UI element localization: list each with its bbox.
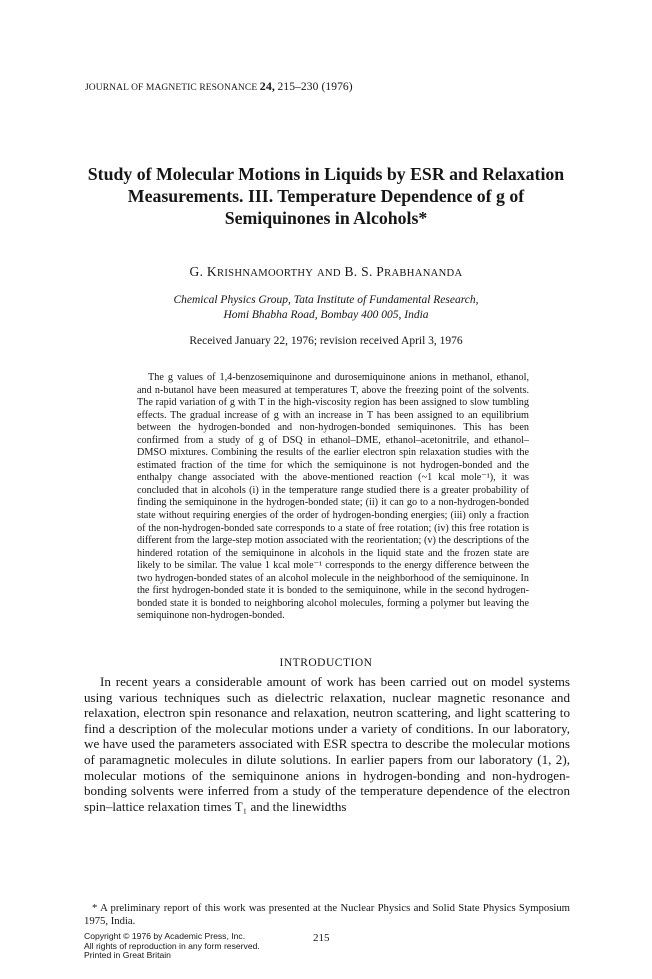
copyright-line-3: Printed in Great Britain (84, 950, 171, 960)
abstract (137, 372, 529, 623)
introduction-body (84, 674, 570, 814)
copyright-line-1: Copyright © 1976 by Academic Press, Inc. (84, 931, 246, 941)
affiliation (40, 293, 612, 322)
journal-volume: 24, (259, 79, 276, 93)
authors (40, 264, 612, 280)
section-heading-introduction: INTRODUCTION (279, 657, 373, 669)
abstract-text: The g values of 1,4-benzosemiquinone and durosemiquinone anions in methanol, ethanol, and n-butanol have been measured at temperatures T, above the freezing point of the solvents. The rapid variation of g with T in the high-viscosity region has been assigned to slow tumbling effects. The gradual increase of g with an increase in T has been assigned to an equilibrium between the hydrogen-bonded and non-hydrogen-bonded semiquinones. This has been confirmed from a study of g of DSQ in ethanol–DME, ethanol–acetonitrile, and ethanol–DMSO mixtures. Combining the results of the earlier electron spin relaxation studies with the estimated fraction of the time for which the semiquinone is not hydrogen-bonded and the enthalpy change associated with the above-mentioned reaction (~1 kcal mole⁻¹), it was concluded that in alcohols (i) in the temperature range studied there is a greater probability of finding the semiquinone in the hydrogen-bonded state; (ii) it can go to a non-hydrogen-bonded state without requiring energies of the order of hydrogen-bonding energies; (iii) only a fraction of the non-hydrogen-bonded sate corresponds to a state of free rotation; (iv) this free rotation is different from the large-step motion associated with the reorientation; (v) the descriptions of the hindered rotation of the semiquinone in alcohols in the liquid state and the frozen state are likely to be similar. The value 1 kcal mole⁻¹ corresponds to the energy difference between the two hydrogen-bonded states of an alcohol molecule in the neighborhood of the semiquinone. In the first hydrogen-bonded state it is bonded to the semiquinone, while in the second hydrogen-bonded state it is bonded to neighboring alcohol molecules, forming a polymer but leaving the semiquinone non-hydrogen-bonded. (137, 372, 529, 622)
journal-pages-year: 215–230 (1976) (277, 81, 353, 93)
authors-and: AND (316, 268, 341, 279)
footnote (84, 902, 570, 928)
journal-name: JOURNAL OF MAGNETIC RESONANCE (85, 83, 258, 93)
introduction-paragraph: In recent years a considerable amount of work has been carried out on model systems using various techniques such as dielectric relaxation, nuclear magnetic resonance and relaxation, electron spin resonance and relaxation, neutron scattering, and light scattering to find a description of the molecular motions under a variety of conditions. In our laboratory, we have used the parameters associated with ESR spectra to describe the molecular motions of paramagnetic molecules in dilute solutions. In earlier papers from our laboratory (1, 2), molecular motions of the semiquinone anions in hydrogen-bonding and non-hydrogen-bonding solvents were inferred from a study of the temperature dependence of the electron spin–lattice relaxation times T₁ and the linewidths (84, 674, 570, 814)
page-number: 215 (313, 932, 330, 944)
received-dates: Received January 22, 1976; revision received April 3, 1976 (189, 335, 463, 347)
paper-title (40, 163, 612, 229)
title-line-2: Measurements. III. Temperature Dependence of g of (127, 186, 525, 206)
title-line-1: Study of Molecular Motions in Liquids by ESR and Relaxation (87, 164, 565, 184)
author-1-initial: G. K (189, 264, 217, 279)
author-1-name: RISHNAMOORTHY (216, 268, 314, 279)
author-2-name: RABHANANDA (384, 268, 463, 279)
title-line-3: Semiquinones in Alcohols* (224, 208, 428, 228)
copyright-line-2: All rights of reproduction in any form reserved. (84, 940, 260, 951)
affiliation-line-1: Chemical Physics Group, Tata Institute of Fundamental Research, (173, 294, 479, 306)
copyright-notice (84, 932, 260, 961)
journal-header (85, 79, 353, 94)
author-2-initial: B. S. P (344, 264, 385, 279)
affiliation-line-2: Homi Bhabha Road, Bombay 400 005, India (223, 308, 429, 321)
footnote-text: * A preliminary report of this work was presented at the Nuclear Physics and Solid State Physics Symposium 1975, India. (84, 902, 570, 927)
